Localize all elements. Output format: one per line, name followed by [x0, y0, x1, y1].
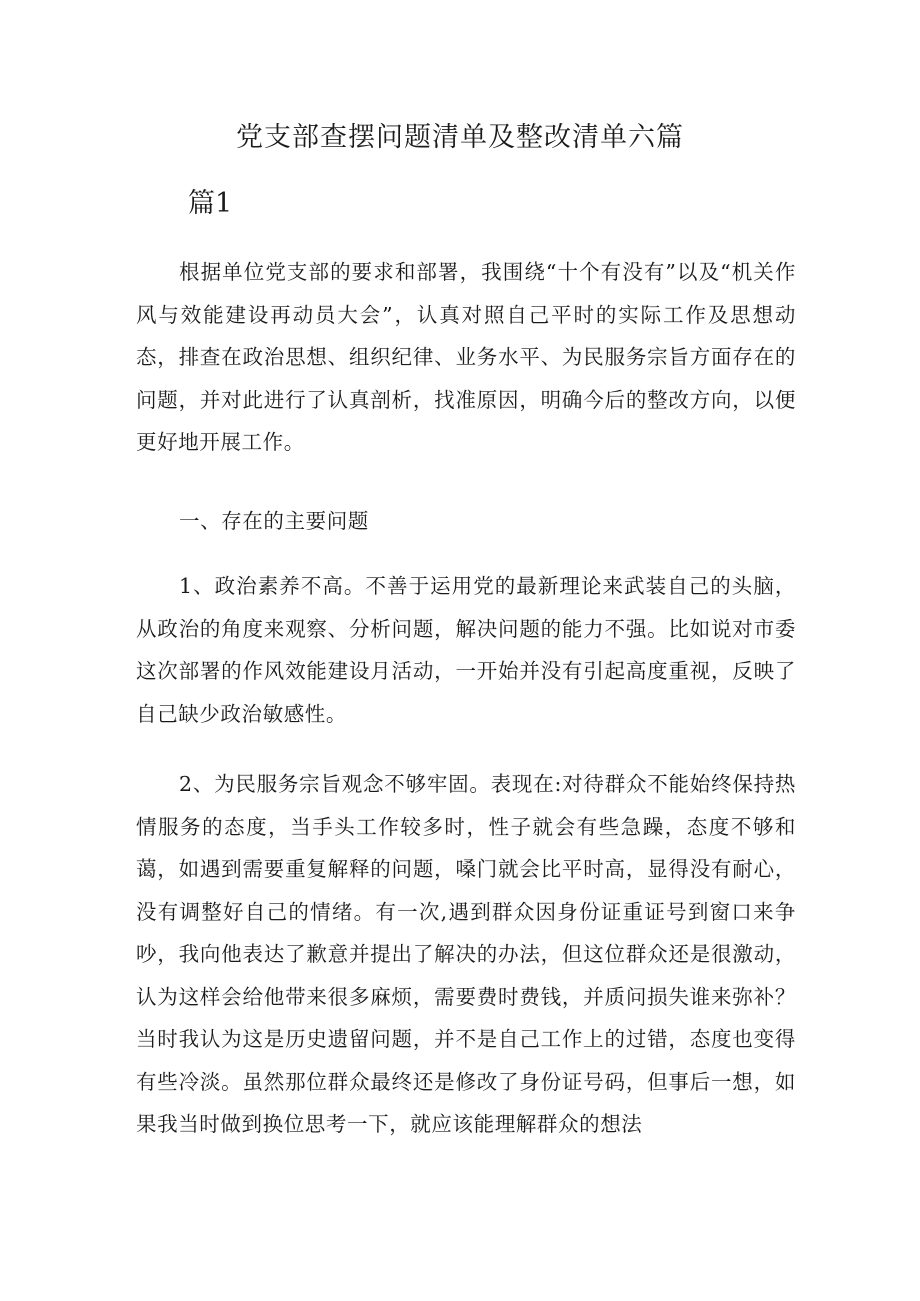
section-heading: 一、存在的主要问题: [179, 509, 369, 533]
section-label: 篇1: [188, 188, 233, 219]
document-title: 党支部查摆问题清单及整改清单六篇: [236, 122, 684, 153]
issue-paragraph-2: 2、为民服务宗旨观念不够牢固。表现在:对待群众不能始终保持热情服务的态度，当手头工作较多时，性子就会有些急躁，态度不够和蔼，如遇到需要重复解释的问题，嗓门就会比平时高，显得没有耐心，没有调整好自己的情绪。有一次,遇到群众因身份证重证号到窗口来争吵，我向他表达了歉意并提出了解决的办法，但这位群众还是很激动，认为这样会给他带来很多麻烦，需要费时费钱，并质问损失谁来弥补？当时我认为这是历史遗留问题，并不是自己工作上的过错，态度也变得有些冷淡。虽然那位群众最终还是修改了身份证号码，但事后一想，如果我当时做到换位思考一下，就应该能理解群众的想法: [136, 772, 796, 1136]
issue-paragraph-1: 1、政治素养不高。不善于运用党的最新理论来武装自己的头脑，从政治的角度来观察、分析问题，解决问题的能力不强。比如说对市委这次部署的作风效能建设月活动，一开始并没有引起高度重视，反映了自己缺少政治敏感性。: [136, 574, 796, 726]
intro-paragraph: 根据单位党支部的要求和部署，我围绕“十个有没有”以及“机关作风与效能建设再动员大会”，认真对照自己平时的实际工作及思想动态，排查在政治思想、组织纪律、业务水平、为民服务宗旨方面存在的问题，并对此进行了认真剖析，找准原因，明确今后的整改方向，以便更好地开展工作。: [136, 260, 796, 454]
